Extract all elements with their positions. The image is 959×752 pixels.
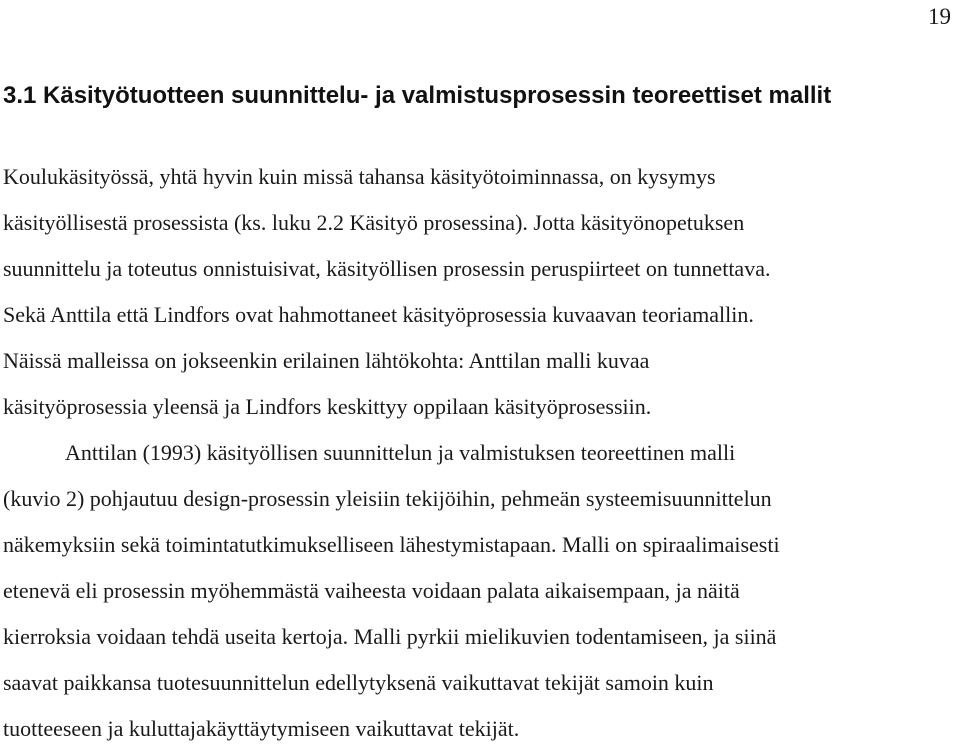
text-line: Anttilan (1993) käsityöllisen suunnittelun ja valmistuksen teoreettinen malli [65,440,736,465]
page-number: 19 [928,4,951,29]
text-line: Näissä malleissa on jokseenkin erilainen lähtökohta: Anttilan malli kuvaa [3,348,650,373]
text-line: suunnittelu ja toteutus onnistuisivat, käsityöllisen prosessin peruspiirteet on tunnettava. [3,256,771,281]
text-line: Koulukäsityössä, yhtä hyvin kuin missä tahansa käsityötoiminnassa, on kysymys [3,164,716,189]
text-line: näkemyksiin sekä toimintatutkimukselliseen lähestymistapaan. Malli on spiraalimaisesti [3,532,780,557]
text-line: Sekä Anttila että Lindfors ovat hahmottaneet käsityöprosessia kuvaavan teoriamallin. [3,302,754,327]
text-line: saavat paikkansa tuotesuunnittelun edellytyksenä vaikuttavat tekijät samoin kuin [3,670,714,695]
paragraph-1 [3,154,958,430]
text-line: (kuvio 2) pohjautuu design-prosessin yleisiin tekijöihin, pehmeän systeemisuunnittelun [3,486,772,511]
text-line: käsityöprosessia yleensä ja Lindfors keskittyy oppilaan käsityöprosessiin. [3,394,652,419]
text-line: käsityöllisestä prosessista (ks. luku 2.2 Käsityö prosessina). Jotta käsityönopetuksen [3,210,745,235]
text-line: tuotteeseen ja kuluttajakäyttäytymiseen vaikuttavat tekijät. [3,716,520,741]
section-heading: 3.1 Käsityötuotteen suunnittelu- ja valmistusprosessin teoreettiset mallit [3,82,832,109]
body-text [3,154,958,752]
text-line: etenevä eli prosessin myöhemmästä vaiheesta voidaan palata aikaisempaan, ja näitä [3,578,740,603]
paragraph-2 [3,430,958,752]
text-line: kierroksia voidaan tehdä useita kertoja. Malli pyrkii mielikuvien todentamiseen, ja siinä [3,624,777,649]
